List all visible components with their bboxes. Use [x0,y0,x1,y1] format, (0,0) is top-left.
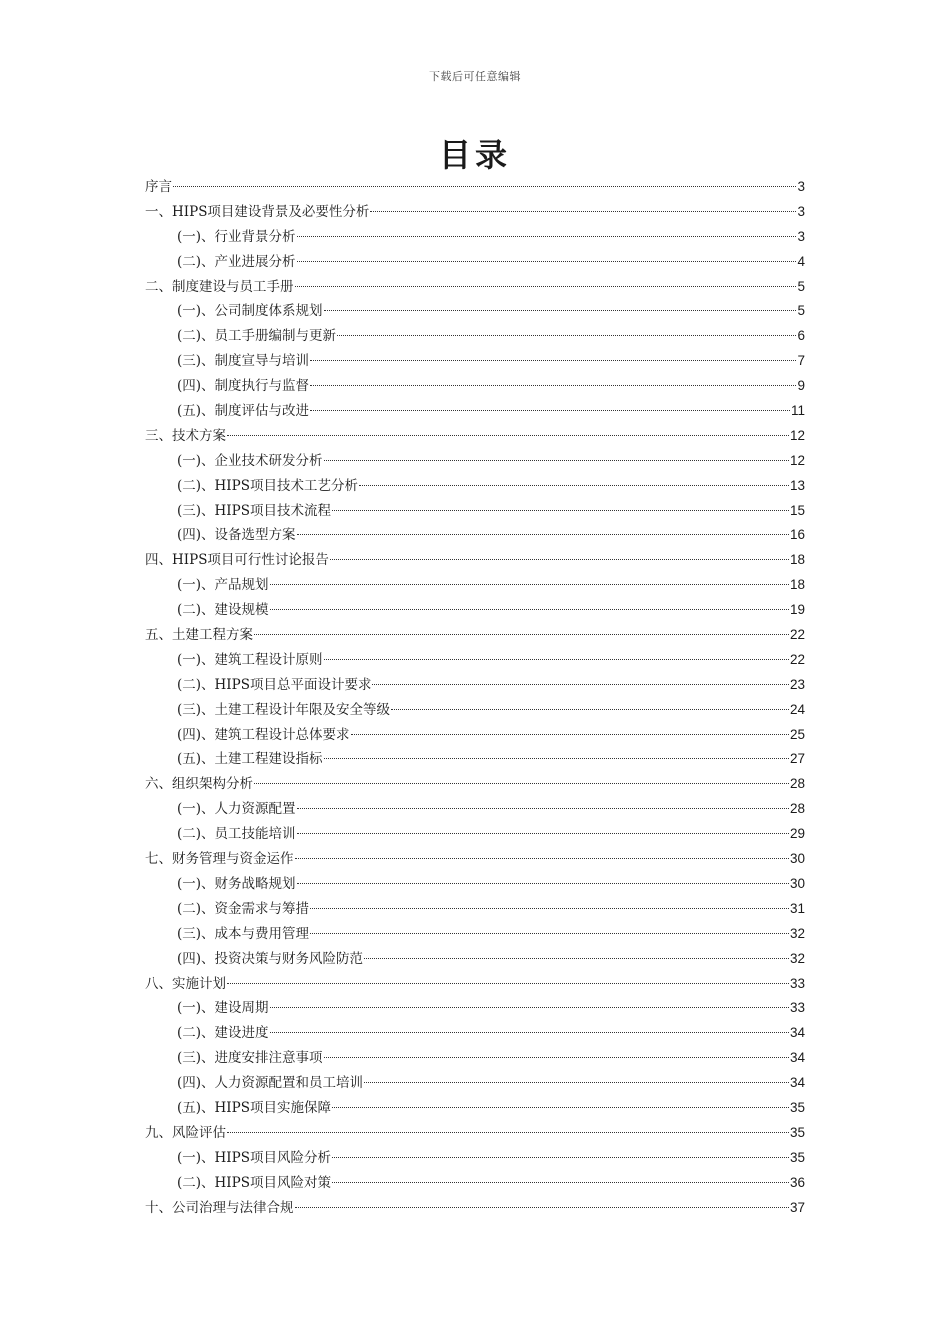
toc-dot-leader [391,708,789,710]
toc-entry-label: 三、技术方案 [145,427,226,444]
toc-entry-label: 序言 [145,179,172,195]
toc-entry-label: 四、HIPS项目可行性讨论报告 [145,552,329,569]
toc-entry-label: (五)、HIPS项目实施保障 [177,1099,331,1116]
toc-entry-page-number: 34 [789,1050,805,1066]
toc-dot-leader [370,210,796,212]
toc-entry-page-number: 33 [789,975,805,991]
toc-dot-leader [270,583,789,585]
toc-entry-page-number: 37 [789,1199,805,1215]
toc-entry-label: (一)、建筑工程设计原则 [177,651,323,668]
toc-entry-page-number: 6 [797,328,805,344]
toc-entry-label: (三)、土建工程设计年限及安全等级 [177,701,391,718]
toc-entry-page-number: 5 [797,278,805,294]
toc-entry-label: (一)、企业技术研发分析 [177,452,323,469]
toc-entry-label: (一)、产品规划 [177,577,269,594]
toc-entry-label: (二)、建设进度 [177,1025,269,1042]
toc-entry-page-number: 24 [789,701,805,717]
toc-entry-label: 二、制度建设与员工手册 [145,278,294,295]
toc-entry[interactable] [145,499,805,524]
toc-entry[interactable] [145,747,805,772]
toc-entry-page-number: 28 [789,776,805,792]
toc-entry[interactable] [145,175,805,200]
toc-entry[interactable] [145,299,805,324]
toc-entry[interactable] [145,200,805,225]
toc-entry-page-number: 3 [797,228,805,244]
toc-entry[interactable] [145,1146,805,1171]
toc-entry[interactable] [145,872,805,897]
toc-entry[interactable] [145,1171,805,1196]
table-of-contents [145,175,805,1220]
toc-dot-leader [324,309,797,311]
toc-entry[interactable] [145,1071,805,1096]
toc-dot-leader [372,683,788,685]
toc-entry-label: (二)、产业进展分析 [177,253,296,270]
toc-entry-label: (一)、建设周期 [177,1000,269,1017]
toc-entry-label: 八、实施计划 [145,975,226,992]
toc-dot-leader [332,1106,789,1108]
toc-dot-leader [297,533,789,535]
toc-entry[interactable] [145,698,805,723]
toc-entry-label: (一)、人力资源配置 [177,801,296,818]
toc-entry-page-number: 30 [789,851,805,867]
toc-entry-page-number: 35 [789,1099,805,1115]
toc-entry-page-number: 22 [789,651,805,667]
toc-dot-leader [270,1031,789,1033]
toc-entry[interactable] [145,772,805,797]
toc-entry[interactable] [145,673,805,698]
toc-dot-leader [297,832,789,834]
toc-entry[interactable] [145,1121,805,1146]
toc-entry-page-number: 4 [797,253,805,269]
toc-entry-page-number: 34 [789,1025,805,1041]
toc-entry-page-number: 11 [790,403,805,419]
toc-dot-leader [332,1156,789,1158]
toc-entry-page-number: 18 [789,552,805,568]
toc-dot-leader [297,235,797,237]
toc-dot-leader [364,957,789,959]
toc-dot-leader [324,658,789,660]
toc-entry[interactable] [145,897,805,922]
toc-dot-leader [173,185,796,187]
toc-dot-leader [310,384,796,386]
toc-dot-leader [351,733,789,735]
toc-entry-page-number: 28 [789,801,805,817]
toc-entry-label: 五、土建工程方案 [145,627,253,644]
toc-dot-leader [364,1081,789,1083]
toc-entry-page-number: 22 [789,627,805,643]
toc-dot-leader [227,982,789,984]
toc-dot-leader [359,484,789,486]
toc-entry[interactable] [145,972,805,997]
toc-entry-page-number: 15 [789,502,805,518]
toc-dot-leader [295,1206,789,1208]
toc-entry-page-number: 30 [789,875,805,891]
toc-entry[interactable] [145,349,805,374]
toc-dot-leader [297,882,789,884]
toc-dot-leader [310,359,796,361]
toc-entry-label: (一)、HIPS项目风险分析 [177,1149,331,1166]
toc-entry-label: (二)、资金需求与筹措 [177,900,310,917]
toc-entry[interactable] [145,797,805,822]
toc-dot-leader [270,1006,789,1008]
toc-entry[interactable] [145,648,805,673]
toc-dot-leader [254,782,789,784]
toc-entry[interactable] [145,1046,805,1071]
toc-dot-leader [324,1056,789,1058]
toc-entry-page-number: 12 [789,427,805,443]
toc-entry-page-number: 29 [789,826,805,842]
toc-entry-page-number: 16 [789,527,805,543]
toc-entry-label: (二)、建设规模 [177,602,269,619]
toc-dot-leader [254,633,789,635]
toc-dot-leader [332,509,789,511]
toc-dot-leader [295,285,797,287]
toc-entry[interactable] [145,1196,805,1221]
toc-entry[interactable] [145,573,805,598]
toc-entry[interactable] [145,523,805,548]
toc-entry-page-number: 32 [789,950,805,966]
toc-dot-leader [337,334,796,336]
toc-entry[interactable] [145,474,805,499]
toc-entry-label: (二)、员工技能培训 [177,826,296,843]
toc-dot-leader [310,932,789,934]
toc-entry-label: 六、组织架构分析 [145,776,253,793]
toc-entry-label: (三)、进度安排注意事项 [177,1050,323,1067]
toc-entry-page-number: 7 [797,353,805,369]
toc-entry[interactable] [145,374,805,399]
toc-entry-label: 十、公司治理与法律合规 [145,1199,294,1216]
toc-dot-leader [310,409,790,411]
toc-entry-page-number: 12 [789,452,805,468]
toc-entry-page-number: 34 [789,1075,805,1091]
toc-entry-page-number: 18 [789,577,805,593]
toc-dot-leader [332,1181,789,1183]
toc-entry-page-number: 9 [797,378,805,394]
toc-entry-page-number: 19 [789,602,805,618]
toc-dot-leader [297,807,789,809]
toc-entry[interactable] [145,250,805,275]
toc-entry[interactable] [145,275,805,300]
toc-entry-label: (一)、财务战略规划 [177,875,296,892]
toc-entry-page-number: 35 [789,1149,805,1165]
toc-entry-page-number: 35 [789,1124,805,1140]
toc-entry[interactable] [145,996,805,1021]
toc-entry-label: (四)、设备选型方案 [177,527,296,544]
toc-dot-leader [227,434,789,436]
toc-entry-label: (二)、HIPS项目风险对策 [177,1174,331,1191]
toc-entry[interactable] [145,399,805,424]
toc-entry-label: (二)、员工手册编制与更新 [177,328,337,345]
toc-dot-leader [330,558,789,560]
toc-entry[interactable] [145,1096,805,1121]
page-header: 下载后可任意编辑 [429,70,521,83]
toc-entry-page-number: 3 [797,203,805,219]
toc-dot-leader [227,1131,789,1133]
toc-entry[interactable] [145,723,805,748]
toc-entry-page-number: 23 [789,676,805,692]
toc-entry[interactable] [145,424,805,449]
toc-entry-page-number: 3 [797,179,805,194]
toc-entry-label: (三)、制度宣导与培训 [177,353,310,370]
toc-entry[interactable] [145,598,805,623]
toc-entry-page-number: 5 [797,303,805,319]
toc-entry-label: (四)、投资决策与财务风险防范 [177,950,364,967]
toc-dot-leader [324,459,789,461]
toc-entry-label: (三)、成本与费用管理 [177,925,310,942]
toc-entry-page-number: 32 [789,925,805,941]
toc-entry-page-number: 33 [789,1000,805,1016]
toc-entry-label: 七、财务管理与资金运作 [145,851,294,868]
toc-entry-page-number: 13 [789,477,805,493]
toc-entry-label: (二)、HIPS项目总平面设计要求 [177,676,372,693]
toc-entry[interactable] [145,922,805,947]
toc-dot-leader [310,907,789,909]
toc-entry[interactable] [145,449,805,474]
toc-entry[interactable] [145,324,805,349]
toc-entry-page-number: 36 [789,1174,805,1190]
toc-entry[interactable] [145,548,805,573]
toc-entry-label: (一)、公司制度体系规划 [177,303,323,320]
toc-entry[interactable] [145,225,805,250]
toc-dot-leader [297,260,797,262]
toc-entry[interactable] [145,623,805,648]
toc-entry[interactable] [145,1021,805,1046]
toc-title: 目录 [438,136,511,174]
toc-entry-page-number: 31 [789,900,805,916]
toc-entry[interactable] [145,947,805,972]
toc-entry-page-number: 25 [789,726,805,742]
toc-entry-label: (二)、HIPS项目技术工艺分析 [177,477,358,494]
toc-dot-leader [324,757,789,759]
toc-entry[interactable] [145,822,805,847]
toc-entry-page-number: 27 [789,751,805,767]
toc-dot-leader [270,608,789,610]
toc-dot-leader [295,857,789,859]
toc-entry-label: (三)、HIPS项目技术流程 [177,502,331,519]
toc-entry-label: (四)、人力资源配置和员工培训 [177,1075,364,1092]
toc-entry[interactable] [145,847,805,872]
toc-entry-label: (五)、制度评估与改进 [177,403,310,420]
toc-entry-label: 一、HIPS项目建设背景及必要性分析 [145,203,370,220]
toc-entry-label: (四)、建筑工程设计总体要求 [177,726,350,743]
toc-entry-label: 九、风险评估 [145,1124,226,1141]
toc-entry-label: (四)、制度执行与监督 [177,378,310,395]
toc-entry-label: (一)、行业背景分析 [177,228,296,245]
toc-entry-label: (五)、土建工程建设指标 [177,751,323,768]
